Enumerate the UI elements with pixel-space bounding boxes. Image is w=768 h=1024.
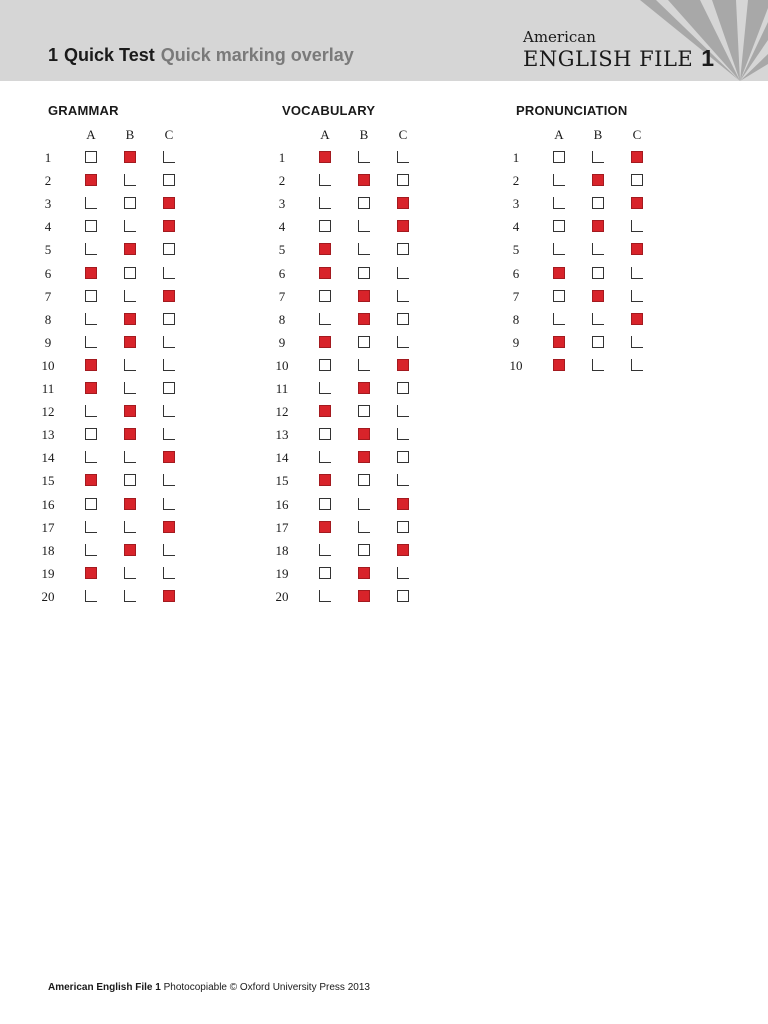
answer-box (163, 243, 175, 255)
question-number: 16 (275, 496, 289, 512)
answer-box-marked (358, 590, 370, 602)
question-number: 2 (44, 173, 52, 189)
test-number: 1 (48, 45, 59, 65)
answer-box (163, 544, 175, 556)
answer-box (358, 267, 370, 279)
answer-box (553, 290, 565, 302)
answer-box-marked (124, 151, 136, 163)
question-number: 8 (44, 311, 52, 327)
answer-box-marked (358, 313, 370, 325)
question-number: 15 (275, 473, 289, 489)
answer-box-marked (85, 382, 97, 394)
answer-box (124, 451, 136, 463)
question-number: 9 (278, 334, 286, 350)
question-number: 18 (275, 542, 289, 558)
answer-box (85, 451, 97, 463)
answer-box (358, 474, 370, 486)
answer-box (124, 521, 136, 533)
question-number: 2 (512, 173, 520, 189)
answer-box (592, 359, 604, 371)
question-number: 5 (44, 242, 52, 258)
test-title (48, 44, 354, 66)
answer-box-marked (358, 290, 370, 302)
answer-box (592, 197, 604, 209)
question-number: 12 (275, 404, 289, 420)
question-number: 14 (275, 450, 289, 466)
answer-box (163, 336, 175, 348)
question-number: 18 (41, 542, 55, 558)
answer-box-marked (319, 267, 331, 279)
question-number: 3 (278, 196, 286, 212)
answer-box-marked (319, 521, 331, 533)
option-header-a: A (86, 127, 96, 142)
brand-logo (523, 29, 715, 71)
question-number: 1 (278, 150, 286, 165)
question-number: 12 (41, 404, 55, 420)
question-number: 10 (41, 357, 55, 373)
answer-box-marked (397, 197, 409, 209)
answer-box-marked (124, 336, 136, 348)
answer-box-marked (397, 544, 409, 556)
answer-box (85, 290, 97, 302)
answer-box (553, 174, 565, 186)
question-number: 17 (275, 519, 289, 535)
answer-box (397, 313, 409, 325)
answer-box (124, 382, 136, 394)
answer-box (319, 590, 331, 602)
answer-box (124, 220, 136, 232)
answer-box-marked (85, 267, 97, 279)
answer-box-marked (553, 267, 565, 279)
question-number: 9 (512, 334, 520, 350)
answer-box (85, 336, 97, 348)
answer-box (592, 267, 604, 279)
question-number: 3 (512, 196, 520, 212)
answer-box (397, 474, 409, 486)
answer-box (319, 197, 331, 209)
question-number: 9 (44, 334, 52, 350)
answer-box (592, 243, 604, 255)
answer-box (592, 151, 604, 163)
answer-box (397, 567, 409, 579)
answer-box (397, 151, 409, 163)
option-header-c: C (398, 127, 408, 142)
footer-book: American English File 1 (48, 982, 161, 993)
answer-box-marked (553, 359, 565, 371)
answer-box-marked (319, 405, 331, 417)
answer-box-marked (163, 290, 175, 302)
question-number: 13 (41, 427, 55, 443)
answer-box (397, 590, 409, 602)
section-title: PRONUNCIATION (516, 103, 628, 118)
answer-box (319, 451, 331, 463)
question-number: 16 (41, 496, 55, 512)
answer-box (319, 313, 331, 325)
answer-box (553, 313, 565, 325)
question-number: 2 (278, 173, 286, 189)
question-number: 5 (278, 242, 286, 258)
answer-box (358, 359, 370, 371)
answer-box (397, 267, 409, 279)
footer-notice: Photocopiable © Oxford University Press 2013 (163, 982, 370, 993)
answer-box (592, 336, 604, 348)
answer-box-marked (631, 313, 643, 325)
answer-box (124, 359, 136, 371)
answer-box (319, 544, 331, 556)
answer-box-marked (85, 567, 97, 579)
answer-box-marked (163, 220, 175, 232)
answer-box (631, 267, 643, 279)
answer-box (163, 174, 175, 186)
question-number: 4 (512, 219, 520, 235)
brand-top: American (523, 28, 596, 46)
answer-box-marked (397, 220, 409, 232)
question-number: 17 (41, 519, 55, 535)
answer-box (163, 151, 175, 163)
answer-box (319, 290, 331, 302)
section-title: GRAMMAR (48, 103, 119, 118)
answer-box (397, 451, 409, 463)
answer-box (163, 498, 175, 510)
answer-box (85, 544, 97, 556)
answer-box (397, 336, 409, 348)
question-number: 6 (278, 265, 286, 281)
answer-box (358, 544, 370, 556)
brand-name: ENGLISH FILE (523, 47, 694, 71)
answer-box (553, 197, 565, 209)
question-number: 13 (275, 427, 289, 443)
answer-box-marked (124, 428, 136, 440)
answer-box (163, 382, 175, 394)
question-number: 10 (275, 357, 289, 373)
question-number: 3 (44, 196, 52, 212)
answer-box-marked (163, 451, 175, 463)
answer-box (163, 313, 175, 325)
answer-box (358, 336, 370, 348)
answer-box (397, 174, 409, 186)
option-header-c: C (164, 127, 174, 142)
answer-box (358, 498, 370, 510)
question-number: 8 (278, 311, 286, 327)
question-number: 19 (41, 565, 55, 581)
question-number: 20 (275, 588, 289, 604)
answer-box-marked (358, 428, 370, 440)
answer-box (85, 405, 97, 417)
answer-box (124, 197, 136, 209)
question-number: 5 (512, 242, 520, 258)
answer-box-marked (124, 313, 136, 325)
answer-box (592, 313, 604, 325)
answer-box (124, 567, 136, 579)
question-number: 14 (41, 450, 55, 466)
test-subtitle: Quick marking overlay (160, 45, 354, 65)
answer-box (397, 243, 409, 255)
answer-box (631, 290, 643, 302)
answer-box-marked (631, 151, 643, 163)
answer-box (319, 382, 331, 394)
answer-box-marked (124, 243, 136, 255)
answer-box-marked (85, 174, 97, 186)
page-footer (48, 982, 370, 994)
brand-main (523, 46, 715, 71)
answer-box (397, 521, 409, 533)
answer-box (163, 405, 175, 417)
answer-box-marked (124, 498, 136, 510)
answer-box-marked (163, 197, 175, 209)
answer-box-marked (319, 151, 331, 163)
question-number: 7 (44, 288, 52, 304)
answer-box-marked (592, 220, 604, 232)
answer-box (85, 428, 97, 440)
answer-box-marked (319, 336, 331, 348)
answer-box-marked (163, 590, 175, 602)
answer-box (397, 405, 409, 417)
answer-box (358, 220, 370, 232)
answer-box (85, 590, 97, 602)
answer-box (85, 521, 97, 533)
answer-box (319, 567, 331, 579)
answer-box (85, 220, 97, 232)
answer-box-marked (85, 474, 97, 486)
question-number: 7 (512, 288, 520, 304)
answer-box (124, 174, 136, 186)
option-header-b: B (125, 127, 135, 142)
test-name: Quick Test (64, 45, 155, 65)
question-number: 7 (278, 288, 286, 304)
question-number: 4 (44, 219, 52, 235)
answer-box (319, 174, 331, 186)
brand-level: 1 (701, 45, 715, 71)
answer-box (163, 474, 175, 486)
answer-box-marked (631, 197, 643, 209)
question-number: 6 (512, 265, 520, 281)
answer-box (124, 590, 136, 602)
answer-box-marked (163, 521, 175, 533)
section-title: VOCABULARY (282, 103, 376, 118)
question-number: 4 (278, 219, 286, 235)
answer-box-marked (319, 243, 331, 255)
answer-box (358, 521, 370, 533)
answer-box (631, 220, 643, 232)
answer-box (85, 197, 97, 209)
answer-box-marked (397, 359, 409, 371)
option-header-a: A (320, 127, 330, 142)
answer-box (397, 382, 409, 394)
answer-box (163, 428, 175, 440)
answer-box (85, 498, 97, 510)
answer-box-marked (592, 290, 604, 302)
question-number: 11 (275, 381, 289, 396)
answer-box-marked (358, 567, 370, 579)
question-number: 20 (41, 588, 55, 604)
question-number: 1 (44, 150, 52, 165)
answer-box-marked (319, 474, 331, 486)
option-header-b: B (359, 127, 369, 142)
answer-box (631, 336, 643, 348)
answer-box-marked (553, 336, 565, 348)
answer-box-marked (397, 498, 409, 510)
answer-box (631, 359, 643, 371)
answer-box-marked (85, 359, 97, 371)
answer-box (85, 313, 97, 325)
answer-box (319, 428, 331, 440)
answer-box (358, 405, 370, 417)
answer-box (163, 267, 175, 279)
answer-box-marked (358, 451, 370, 463)
answer-box (631, 174, 643, 186)
question-number: 10 (509, 357, 523, 373)
question-number: 15 (41, 473, 55, 489)
answer-box-marked (592, 174, 604, 186)
answer-box (85, 243, 97, 255)
answer-box (163, 359, 175, 371)
answer-box-marked (631, 243, 643, 255)
answer-box-marked (358, 174, 370, 186)
answer-box (319, 359, 331, 371)
question-number: 6 (44, 265, 52, 281)
answer-box (124, 290, 136, 302)
answer-box (124, 474, 136, 486)
answer-box (85, 151, 97, 163)
option-header-b: B (593, 127, 603, 142)
answer-box (124, 267, 136, 279)
answer-box (319, 220, 331, 232)
question-number: 19 (275, 565, 289, 581)
answer-box (358, 151, 370, 163)
answer-box (358, 243, 370, 255)
question-number: 11 (41, 381, 55, 396)
question-number: 8 (512, 311, 520, 327)
answer-box (319, 498, 331, 510)
answer-box-marked (124, 405, 136, 417)
option-header-a: A (554, 127, 564, 142)
answer-box (397, 290, 409, 302)
page-header (0, 0, 768, 81)
answer-box-marked (358, 382, 370, 394)
answer-box-marked (124, 544, 136, 556)
answer-box (358, 197, 370, 209)
answer-box (553, 220, 565, 232)
answer-box (553, 243, 565, 255)
answer-box (163, 567, 175, 579)
option-header-c: C (632, 127, 642, 142)
answer-box (553, 151, 565, 163)
answer-box (397, 428, 409, 440)
question-number: 1 (512, 150, 520, 165)
